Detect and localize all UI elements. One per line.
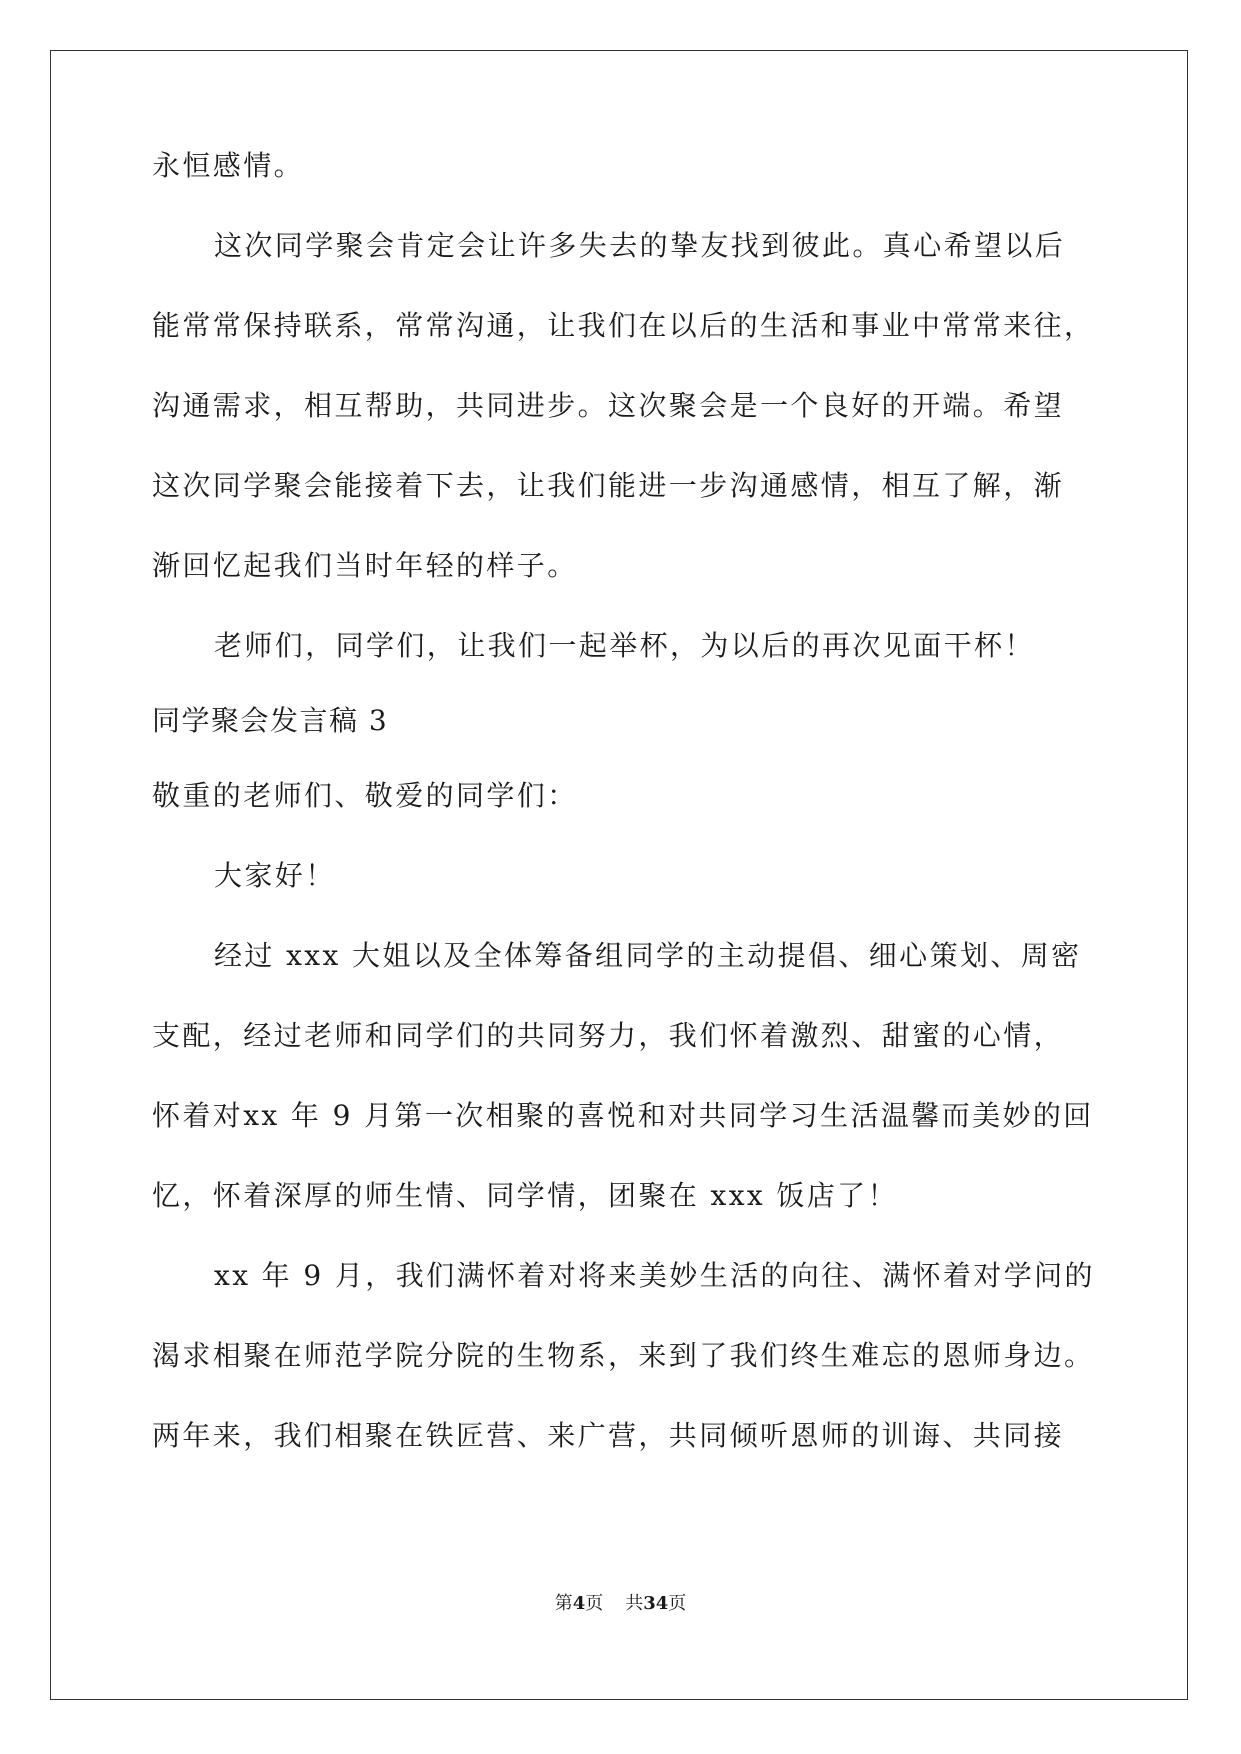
text-line: 渴求相聚在师范学院分院的生物系，来到了我们终生难忘的恩师身边。: [152, 1339, 1095, 1372]
page-suffix: 页: [585, 1593, 604, 1614]
page-footer: [0, 1592, 1241, 1616]
text-line: 支配，经过老师和同学们的共同努力，我们怀着激烈、甜蜜的心情，: [152, 1019, 1065, 1052]
paragraph-line: xx 年 9 月，我们满怀着对将来美妙生活的向往、满怀着对学问的: [214, 1259, 1095, 1292]
text-line: 沟通需求，相互帮助，共同进步。这次聚会是一个良好的开端。希望: [152, 389, 1065, 422]
text-line: 渐回忆起我们当时年轻的样子。: [152, 549, 578, 582]
text-line: 两年来，我们相聚在铁匠营、来广营，共同倾听恩师的训诲、共同接: [152, 1419, 1065, 1452]
text-line: 永恒感情。: [152, 149, 305, 182]
total-pages: 34: [643, 1593, 669, 1614]
paragraph-line: 这次同学聚会肯定会让许多失去的挚友找到彼此。真心希望以后: [214, 229, 1066, 262]
paragraph-line: 经过 xxx 大姐以及全体筹备组同学的主动提倡、细心策划、周密: [214, 939, 1082, 972]
paragraph-line: 老师们，同学们，让我们一起举杯，为以后的再次见面干杯！: [214, 629, 1035, 662]
salutation: 敬重的老师们、敬爱的同学们：: [152, 779, 578, 812]
section-title: 同学聚会发言稿 3: [152, 704, 389, 737]
text-line: 这次同学聚会能接着下去，让我们能进一步沟通感情，相互了解，渐: [152, 469, 1065, 502]
page-prefix: 第: [554, 1593, 573, 1614]
total-prefix: 共: [625, 1593, 644, 1614]
total-suffix: 页: [668, 1593, 687, 1614]
text-line: 能常常保持联系，常常沟通，让我们在以后的生活和事业中常常来往，: [152, 309, 1095, 342]
page-number: 4: [572, 1593, 586, 1614]
greeting: 大家好！: [214, 859, 336, 892]
text-line: 忆，怀着深厚的师生情、同学情，团聚在 xxx 饭店了！: [152, 1179, 898, 1212]
text-line: 怀着对xx 年 9 月第一次相聚的喜悦和对共同学习生活温馨而美妙的回: [152, 1099, 1094, 1132]
